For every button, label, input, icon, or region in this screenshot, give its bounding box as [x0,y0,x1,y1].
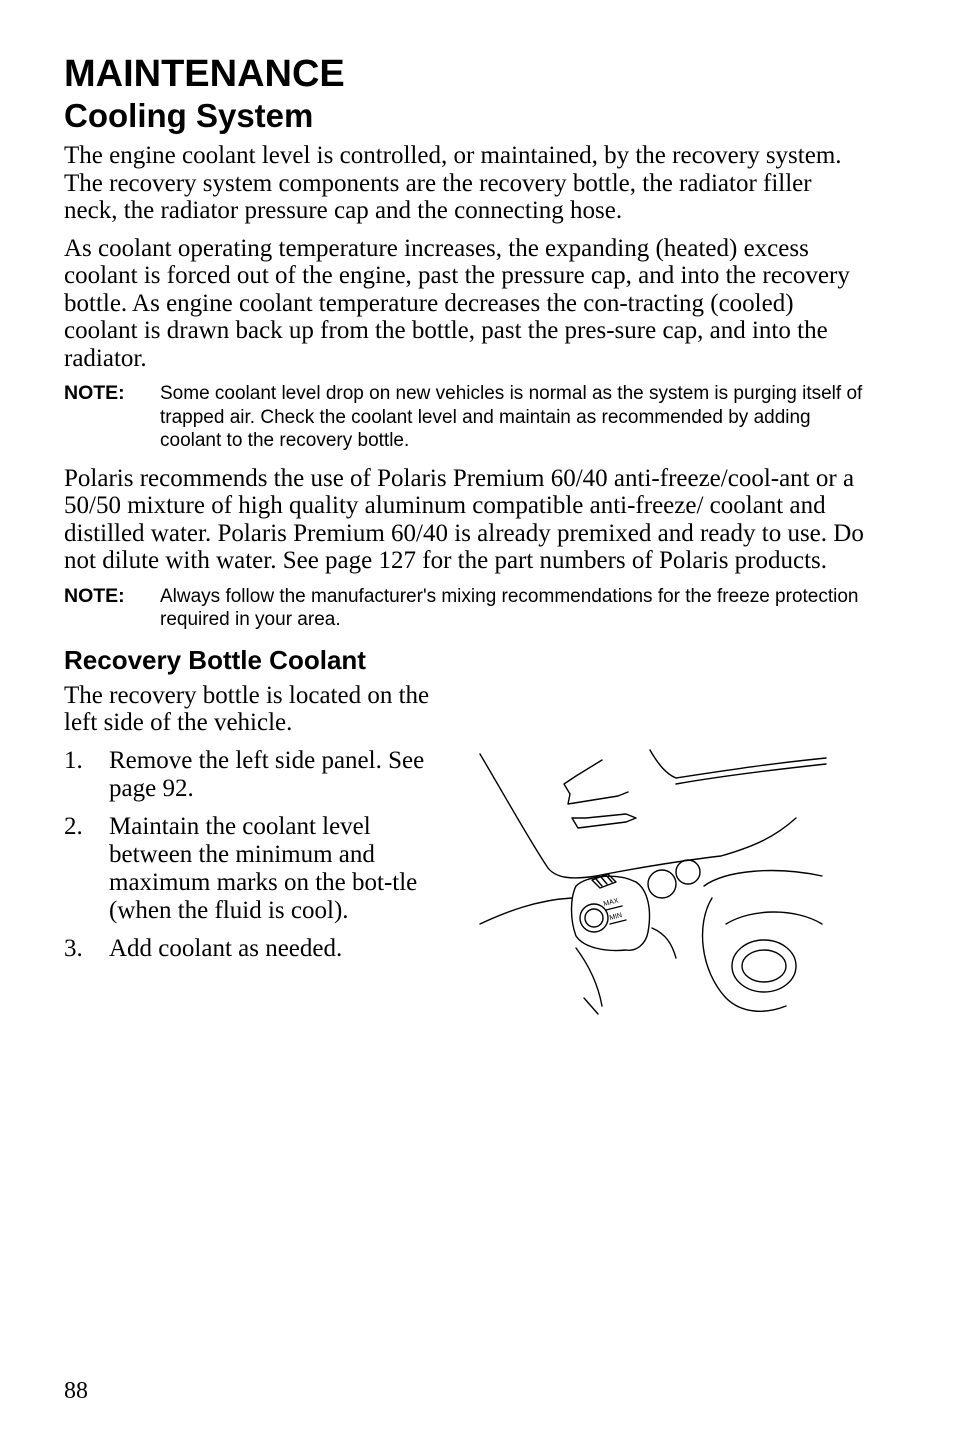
recovery-instructions [64,682,436,963]
frame-line-left [584,998,598,1014]
bottle-cap-inner [585,909,603,927]
paragraph-coolant-temperature: As coolant operating temperature increases, the expanding (heated) excess coolant is forced out of the engine, past the pressure cap, and into the recovery bottle. As engine coolant temperature decreases the con-tracting (cooled) coolant is drawn back up from the bottle, past the pres-sure cap, and into the radiator. [64,234,850,372]
recovery-bottle-illustration [476,748,830,1016]
subsection-title: Recovery Bottle Coolant [64,644,366,675]
step-text: Maintain the coolant level between the minimum and maximum marks on the bot-tle (when the fluid is cool). [109,812,418,924]
bottle-body [572,876,650,950]
page-title: MAINTENANCE [64,53,345,95]
min-label: MIN [608,912,623,922]
hose-line [480,898,572,924]
list-item [64,935,436,963]
step-number: 3. [64,934,83,962]
bottle-cap [580,904,608,932]
body-panel-outline [480,754,596,878]
body-panel-edge [596,818,796,876]
note-mixing [64,585,870,632]
hub-bolt-right [676,860,700,884]
paragraph-antifreeze: Polaris recommends the use of Polaris Premium 60/40 anti-freeze/cool-ant or a 50/50 mixture of high quality aluminum compatible anti-freeze/ coolant and distilled water. Polaris Premium 60/40 is already premixed and ready to use. Do not dilute with water. See page 127 for the part numbers of Polaris products. [64,464,864,574]
steps-list [64,747,436,963]
note-coolant-drop [64,382,870,453]
wheel-rim [726,912,822,924]
step-text: Add coolant as needed. [109,934,343,962]
step-number: 2. [64,812,83,840]
vent-slot-top [564,760,628,804]
frame-line-lower [576,948,602,1006]
paragraph-recovery-system: The engine coolant level is controlled, or maintained, by the recovery system. The recovery system components are the recovery bottle, the radiator filler neck, the radiator pressure cap and the connecting hose. [64,142,842,224]
tire-outline [704,871,822,886]
list-item [64,813,436,925]
max-label: MAX [602,897,620,908]
note-label: NOTE: [64,584,125,607]
upper-fender-line [650,750,826,778]
recovery-intro: The recovery bottle is located on the left side of the vehicle. [64,681,430,736]
step-text: Remove the left side panel. See page 92. [109,746,425,802]
section-title: Cooling System [64,97,314,134]
list-item [64,747,436,803]
tire-inner [703,898,786,1011]
page-number: 88 [64,1378,88,1404]
note-text: Some coolant level drop on new vehicles is normal as the system is purging itself of trapped air. Check the coolant level and maintain as recommended by adding coolant to the recovery bottle. [160,383,863,451]
note-label: NOTE: [64,382,125,404]
step-number: 1. [64,746,83,774]
frame-line-right [652,928,676,958]
note-text: Always follow the manufacturer's mixing recommendations for the freeze protection required in your area. [160,585,859,630]
hub-bolt-left [648,870,676,898]
vent-slot-bottom [572,814,636,828]
wheel-center-inner [742,950,786,982]
